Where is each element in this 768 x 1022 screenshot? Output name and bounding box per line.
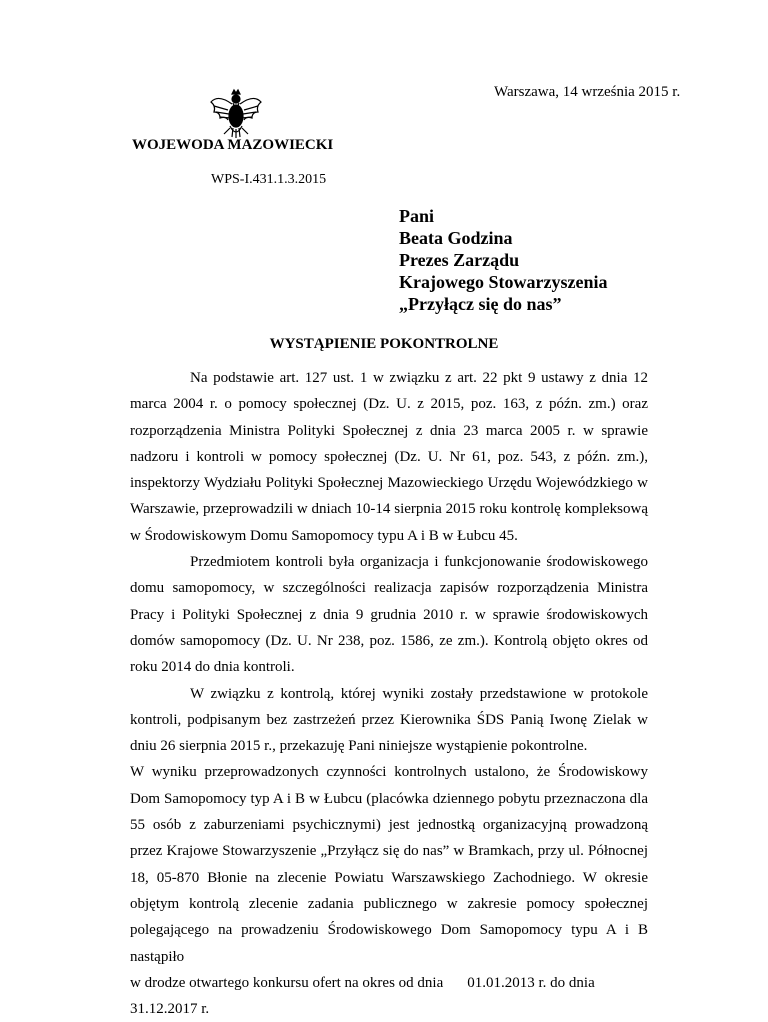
recipient-salutation: Pani (399, 206, 435, 226)
polish-eagle-emblem-icon (208, 88, 264, 140)
findings-end-dates: 01.01.2013 r. do dnia 31.12.2017 r. (130, 974, 595, 1018)
paragraph-protocol: W związku z kontrolą, której wyniki zostały przedstawione w protokole kontroli, podpisanym bez zastrzeżeń przez Kierownika ŚDS Panią Iwonę Zielak w dniu 26 sierpnia 2015 r., przekazuję Pani niniejsze wystąpienie pokontrolne. (130, 685, 648, 755)
document-title: WYSTĄPIENIE POKONTROLNE (269, 336, 499, 352)
paragraph-findings-end (130, 970, 648, 1022)
recipient-organization: Krajowego Stowarzyszenia (399, 272, 608, 292)
paragraph-legal-basis: Na podstawie art. 127 ust. 1 w związku z art. 22 pkt 9 ustawy z dnia 12 marca 2004 r. o pomocy społecznej (Dz. U. z 2015, poz. 163, z późn. zm.) oraz rozporządzenia Ministra Polityki Społecznej z dnia 23 marca 2005 r. w sprawie nadzoru i kontroli w pomocy społecznej (Dz. U. Nr 61, poz. 543, z późn. zm.), inspektorzy Wydziału Polityki Społecznej Mazowieckiego Urzędu Wojewódzkiego w Warszawie, przeprowadzili w dniach 10-14 sierpnia 2015 roku kontrolę kompleksową w Środowiskowym Domu Samopomocy typu A i B w Łubcu 45. (130, 370, 648, 544)
recipient-block (399, 205, 607, 315)
findings-end-text: w drodze otwartego konkursu ofert na okres od dnia (130, 974, 444, 991)
recipient-organization-name: „Przyłącz się do nas” (399, 294, 562, 314)
document-body (130, 365, 648, 1022)
document-date: Warszawa, 14 września 2015 r. (494, 84, 681, 100)
paragraph-subject: Przedmiotem kontroli była organizacja i funkcjonowanie środowiskowego domu samopomocy, w szczególności realizacja zapisów rozporządzenia Ministra Pracy i Polityki Społecznej z dnia 9 grudnia 2010 r. w sprawie środowiskowych domów samopomocy (Dz. U. Nr 238, poz. 1586, ze zm.). Kontrolą objęto okres od roku 2014 do dnia kontroli. (130, 554, 648, 676)
paragraph-findings: W wyniku przeprowadzonych czynności kontrolnych ustalono, że Środowiskowy Dom Samopomocy typ A i B w Łubcu (placówka dziennego pobytu przeznaczona dla 55 osób z zaburzeniami psychicznymi) jest jednostką organizacyjną prowadzoną przez Krajowe Stowarzyszenie „Przyłącz się do nas” w Bramkach, przy ul. Północnej 18, 05-870 Błonie na zlecenie Powiatu Warszawskiego Zachodniego. W okresie objętym kontrolą zlecenie zadania publicznego w zakresie pomocy społecznej polegającego na prowadzeniu Środowiskowego Dom Samopomocy typu A i B nastąpiło (130, 764, 648, 965)
reference-number: WPS-I.431.1.3.2015 (211, 172, 327, 187)
recipient-position: Prezes Zarządu (399, 250, 520, 270)
issuing-office: WOJEWODA MAZOWIECKI (132, 137, 334, 153)
recipient-name: Beata Godzina (399, 228, 513, 248)
